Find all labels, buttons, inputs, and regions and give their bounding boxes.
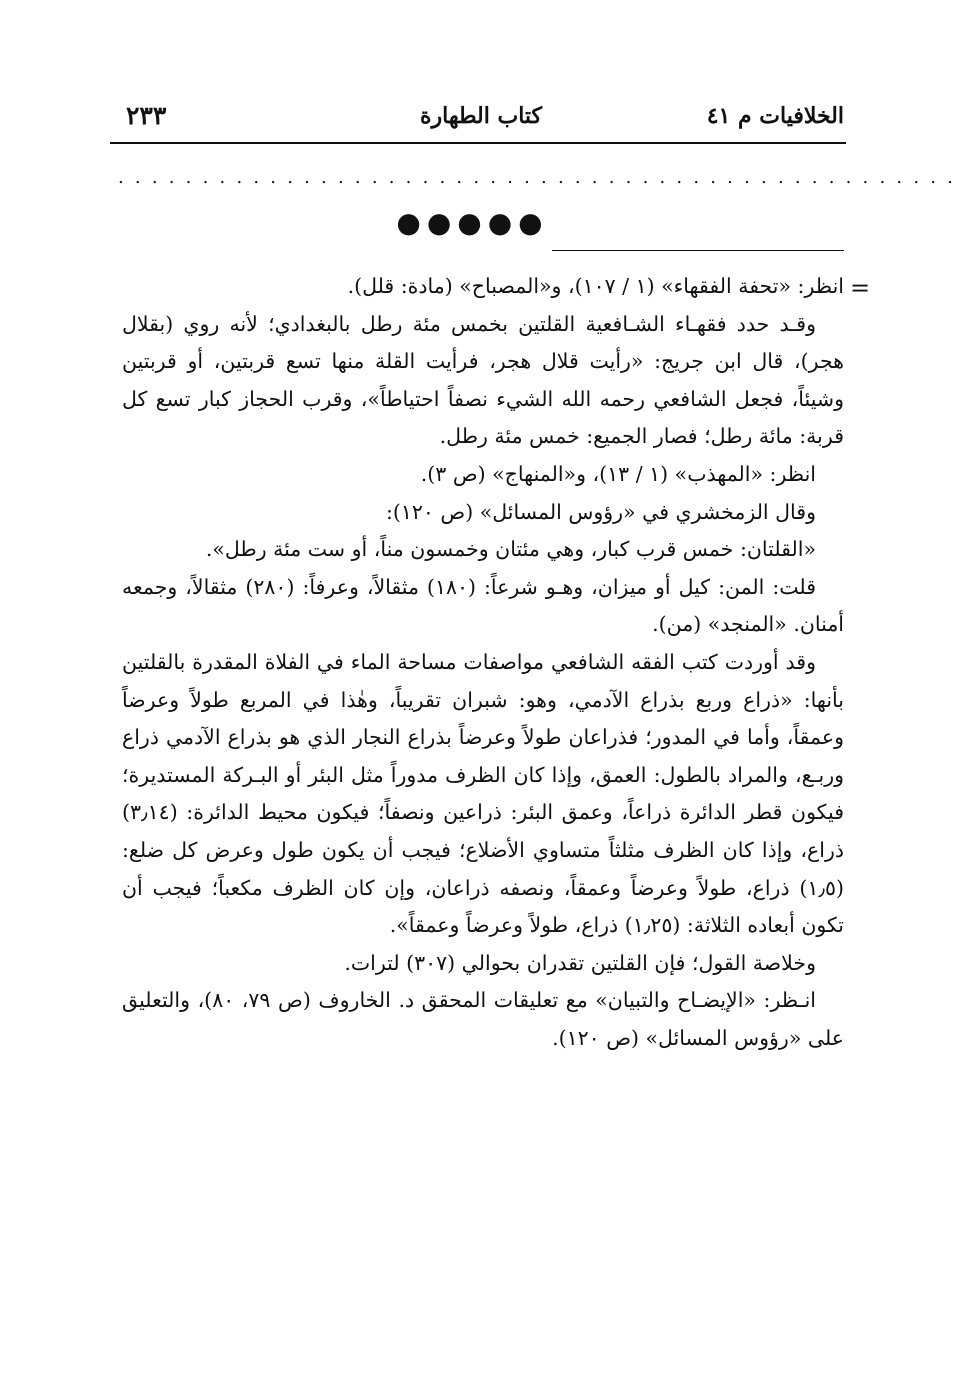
footnote-text: [122, 268, 844, 1057]
header-rule: [110, 142, 846, 144]
paragraph: «القلتان: خمس قرب كبار، وهي مئتان وخمسون مناً، أو ست مئة رطل».: [205, 537, 816, 562]
paragraph: وقال الزمخشري في «رؤوس المسائل» (ص ١٢٠):: [385, 499, 816, 524]
running-title: الخلافيات م ٤١: [706, 103, 844, 129]
paragraph: انظر: «تحفة الفقهاء» (١ / ١٠٧)، و«المصباح» (مادة: قلل).: [347, 274, 844, 298]
page-number: ٢٣٣: [126, 101, 167, 130]
paragraph: وخلاصة القول؛ فإن القلتين تقدران بحوالي (٣٠٧) لترات.: [344, 950, 816, 975]
dotted-separator: ..................................................: [118, 167, 964, 188]
chapter-title: كتاب الطهارة: [419, 103, 543, 129]
paragraph: انـظر: «الإيضـاح والتبيان» مع تعليقات المحقق د. الخاروف (ص ٧٩، ٨٠)، والتعليق على «رؤوس المسائل» (ص ١٢٠).: [122, 988, 844, 1050]
page-header: [118, 96, 844, 136]
paragraph: وقد أوردت كتب الفقه الشافعي مواصفات مساحة الماء في الفلاة المقدرة بالقلتين بأنها: «ذراع وربع بذراع الآدمي، وهو: شبران تقريباً، وهٰذا في المربع طولاً وعرضاً وعمقاً، وأما في المدور؛ فذراعان طولاً وعرضاً بذراع النجار الذي هو بذراع الآدمي ذراع وربـع، والمراد بالطول: العمق، وإذا كان الظرف مدوراً مثل البئر أو البـركة المستديرة؛ فيكون قطر الدائرة ذراعاً، وعمق البئر: ذراعين ونصفاً؛ فيكون محيط الدائرة: (٣٫١٤) ذراع، وإذا كان الظرف مثلثاً متساوي الأضلاع؛ فيجب أن يكون طول وعرض كل ضلع: (١٫٥) ذراع، طولاً وعرضاً وعمقاً، ونصفه ذراعان، وإن كان الظرف مكعباً؛ فيجب أن تكون أبعاده الثلاثة: (١٫٢٥) ذراع، طولاً وعرضاً وعمقاً».: [122, 649, 844, 938]
paragraph: وقـد حدد فقهـاء الشـافعية القلتين بخمس مئة رطل بالبغدادي؛ لأنه روي (بقلال هجر)، قال ابن جريج: «رأيت قلال هجر، فرأيت القلة منها تسع قربتين، أو قربتين وشيئاً، فجعل الشافعي رحمه الله الشيء نصفاً احتياطاً»، وقرب الحجاز كبار تسع كل قربة: مائة رطل؛ فصار الجميع: خمس مئة رطل.: [122, 311, 844, 449]
stars-separator: ●●●●●: [396, 206, 549, 239]
paragraph: انظر: «المهذب» (١ / ١٣)، و«المنهاج» (ص ٣).: [420, 461, 816, 486]
continuation-mark: =: [850, 274, 871, 302]
paragraph: قلت: المن: كيل أو ميزان، وهـو شرعاً: (١٨٠) مثقالاً، وعرفاً: (٢٨٠) مثقالاً، وجمعه أمنان. «المنجد» (من).: [122, 574, 844, 637]
footnote-rule: [552, 250, 844, 251]
